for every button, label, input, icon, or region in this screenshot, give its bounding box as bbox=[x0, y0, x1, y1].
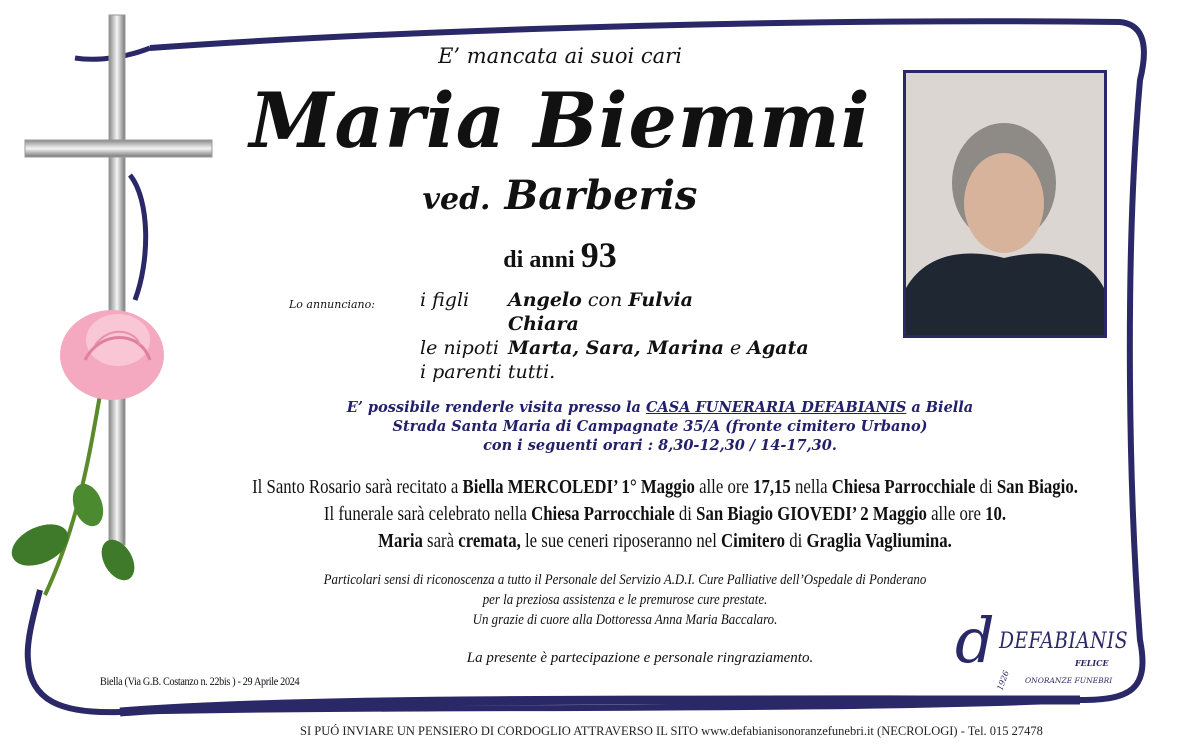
ceremony-line: Maria sarà cremata, le sue ceneri riposeranno nel Cimitero di Graglia Vagliumina. bbox=[378, 531, 952, 552]
announcers-list bbox=[420, 288, 809, 384]
age-line bbox=[450, 234, 670, 276]
defabianis-logo: d DEFABIANIS FELICE ONORANZE FUNEBRI 1926 bbox=[955, 604, 1128, 692]
announcer-row: le nipoti Marta, Sara, Marina e Agata bbox=[420, 337, 809, 359]
announcer-row: Chiara bbox=[508, 313, 579, 335]
married-name: Barberis bbox=[504, 172, 698, 219]
logo-monogram: d bbox=[955, 604, 995, 677]
ceremony-line: Il funerale sarà celebrato nella Chiesa Parrocchiale di San Biagio GIOVEDI’ 2 Maggio alle ore 10. bbox=[323, 504, 1007, 525]
visit-info: E’ possibile renderle visita presso la CASA FUNERARIA DEFABIANIS a Biella Strada Santa Maria di Campagnate 35/A (fronte cimitero Urbano) con i seguenti orari : 8,30-12,30 / 14-17,30. bbox=[346, 399, 974, 454]
age-value: 93 bbox=[580, 235, 617, 275]
ceremony-line: Il Santo Rosario sarà recitato a Biella MERCOLEDI’ 1° Maggio alle ore 17,15 nella Chiesa Parrocchiale di San Biagio. bbox=[252, 477, 1078, 498]
thanks-text: Particolari sensi di riconoscenza a tutto il Personale del Servizio A.D.I. Cure Palliative dell’Ospedale di Ponderano per la preziosa assistenza e le premurose cure prestate. Un grazie di cuore alla Dottoressa Anna Maria Baccalaro. bbox=[323, 572, 927, 628]
announcer-row: i figli Angelo con Fulvia bbox=[420, 289, 693, 311]
closing-text: La presente è partecipazione e personale ringraziamento. bbox=[466, 650, 814, 666]
ved-prefix: ved. bbox=[422, 182, 491, 217]
announcer-row: i parenti tutti. bbox=[420, 361, 556, 383]
place-date: Biella (Via G.B. Costanzo n. 22bis ) - 29 Aprile 2024 bbox=[100, 674, 300, 688]
cross-icon bbox=[25, 15, 212, 545]
ceremony-info bbox=[165, 474, 1165, 555]
age-prefix: di anni bbox=[503, 247, 575, 273]
rose-icon bbox=[5, 310, 164, 595]
married-name-line bbox=[360, 172, 760, 219]
announcers-label: Lo annunciano: bbox=[289, 298, 375, 311]
funeral-home-link: CASA FUNERARIA DEFABIANIS bbox=[645, 399, 907, 416]
footer-contact: SI PUÓ INVIARE UN PENSIERO DI CORDOGLIO ATTRAVERSO IL SITO www.defabianisonoranzefunebri.it (NECROLOGI) - Tel. 015 27478 bbox=[300, 724, 1043, 738]
portrait-photo bbox=[903, 70, 1107, 338]
intro-text: E’ mancata ai suoi cari bbox=[438, 44, 682, 68]
deceased-name: Maria Biemmi bbox=[249, 76, 871, 165]
